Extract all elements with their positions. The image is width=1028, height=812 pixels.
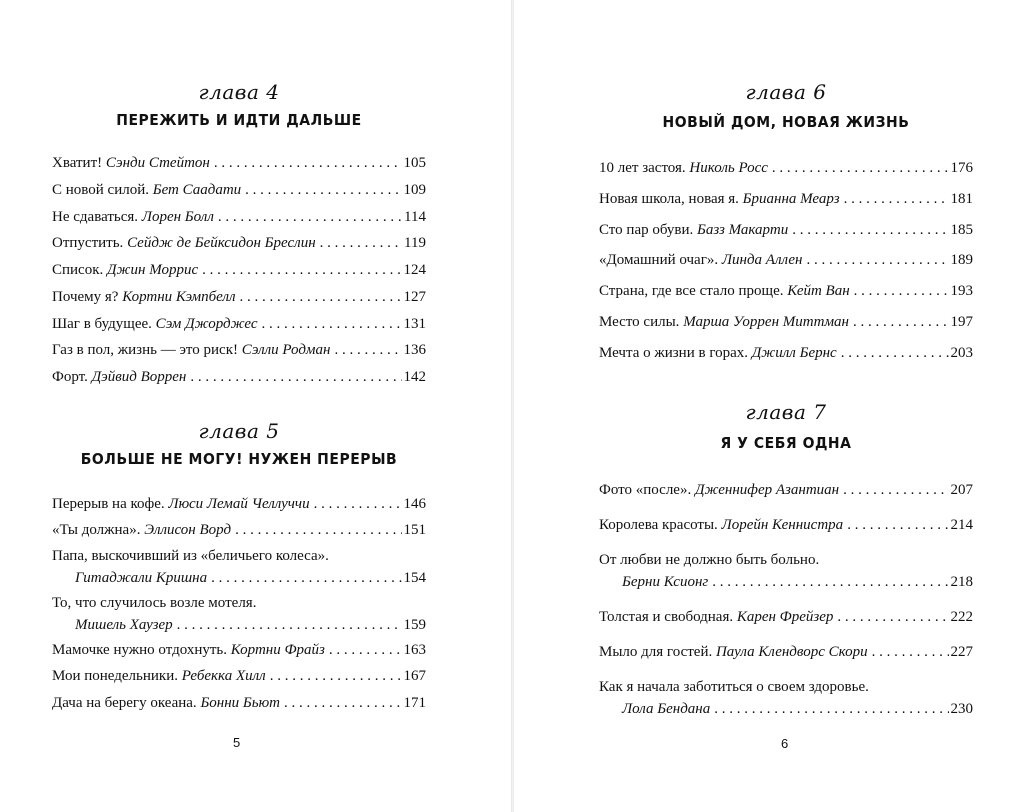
toc-entry[interactable] bbox=[52, 207, 426, 227]
toc-entry[interactable] bbox=[52, 693, 426, 713]
entry-author: Сейдж де Бейксидон Бреслин bbox=[127, 235, 316, 251]
entry-page-number: 189 bbox=[950, 252, 973, 268]
entry-page-number: 222 bbox=[950, 609, 973, 625]
leader-dots bbox=[714, 699, 948, 719]
chapter-label: глава 7 bbox=[745, 400, 827, 424]
entry-author: Марша Уоррен Миттман bbox=[683, 314, 849, 330]
entry-title: «Ты должна». bbox=[52, 522, 141, 538]
toc-entry[interactable] bbox=[52, 260, 426, 280]
entry-author: Дэйвид Воррен bbox=[91, 369, 187, 385]
toc-entry[interactable] bbox=[52, 233, 426, 253]
leader-dots bbox=[847, 515, 948, 535]
toc-entry[interactable] bbox=[599, 480, 973, 500]
chapter-title: ПЕРЕЖИТЬ И ИДТИ ДАЛЬШЕ bbox=[116, 111, 362, 129]
entry-author: Базз Макарти bbox=[697, 222, 789, 238]
leader-dots bbox=[214, 153, 402, 173]
leader-dots bbox=[218, 207, 402, 227]
entry-page-number: 230 bbox=[950, 701, 973, 717]
leader-dots bbox=[772, 158, 949, 178]
entry-page-number: 163 bbox=[403, 642, 426, 658]
entry-author: Гитаджали Кришна bbox=[75, 570, 208, 586]
leader-dots bbox=[853, 312, 949, 332]
entry-page-number: 142 bbox=[403, 369, 426, 385]
toc-entry[interactable] bbox=[52, 666, 426, 686]
entry-author: Сэлли Родман bbox=[241, 342, 331, 358]
entry-title: Мыло для гостей. bbox=[599, 644, 713, 660]
leader-dots bbox=[235, 520, 401, 540]
leader-dots bbox=[245, 180, 401, 200]
entry-page-number: 227 bbox=[950, 644, 973, 660]
entry-author: Дженнифер Азантиан bbox=[694, 482, 840, 498]
toc-list bbox=[52, 0, 426, 812]
entry-title: 10 лет застоя. bbox=[599, 160, 686, 176]
entry-page-number: 154 bbox=[403, 570, 426, 586]
entry-author: Сэм Джорджес bbox=[155, 316, 258, 332]
entry-page-number: 218 bbox=[950, 574, 973, 590]
entry-page-number: 214 bbox=[950, 517, 973, 533]
entry-title: Папа, выскочивший из «беличьего колеса». bbox=[52, 548, 329, 564]
entry-title: Мамочке нужно отдохнуть. bbox=[52, 642, 228, 658]
entry-author: Джин Моррис bbox=[107, 262, 199, 278]
entry-page-number: 171 bbox=[403, 695, 426, 711]
toc-entry[interactable] bbox=[52, 367, 426, 387]
entry-page-number: 207 bbox=[950, 482, 973, 498]
toc-entry[interactable] bbox=[599, 677, 973, 719]
entry-author: Бет Саадати bbox=[152, 182, 242, 198]
toc-entry[interactable] bbox=[599, 281, 973, 301]
entry-title: Форт. bbox=[52, 369, 88, 385]
entry-author: Кортни Кэмпбелл bbox=[122, 289, 236, 305]
toc-entry[interactable] bbox=[599, 250, 973, 270]
toc-entry[interactable] bbox=[52, 520, 426, 540]
leader-dots bbox=[262, 314, 402, 334]
entry-page-number: 136 bbox=[403, 342, 426, 358]
toc-entry[interactable] bbox=[52, 153, 426, 173]
toc-entry[interactable] bbox=[52, 287, 426, 307]
entry-page-number: 131 bbox=[403, 316, 426, 332]
leader-dots bbox=[807, 250, 949, 270]
entry-title: Фото «после». bbox=[599, 482, 692, 498]
leader-dots bbox=[270, 666, 402, 686]
entry-author: Ребекка Хилл bbox=[181, 668, 266, 684]
leader-dots bbox=[841, 343, 949, 363]
chapter-title: БОЛЬШЕ НЕ МОГУ! НУЖЕН ПЕРЕРЫВ bbox=[80, 450, 398, 468]
leader-dots bbox=[872, 642, 949, 662]
entry-title: С новой силой. bbox=[52, 182, 149, 198]
entry-page-number: 127 bbox=[403, 289, 426, 305]
entry-title: Не сдаваться. bbox=[52, 209, 139, 225]
entry-page-number: 109 bbox=[403, 182, 426, 198]
entry-title: Мои понедельники. bbox=[52, 668, 178, 684]
entry-title: То, что случилось возле мотеля. bbox=[52, 595, 257, 611]
chapter-label: глава 4 bbox=[198, 80, 280, 104]
entry-title: Дача на берегу океана. bbox=[52, 695, 197, 711]
entry-title: Толстая и свободная. bbox=[599, 609, 734, 625]
entry-title: Перерыв на кофе. bbox=[52, 496, 165, 512]
entry-title: Страна, где все стало проще. bbox=[599, 283, 784, 299]
leader-dots bbox=[211, 568, 401, 588]
toc-entry[interactable] bbox=[599, 343, 973, 363]
entry-title: Почему я? bbox=[52, 289, 119, 305]
entry-author: Лорейн Кеннистра bbox=[721, 517, 844, 533]
entry-author: Бонни Бьют bbox=[200, 695, 281, 711]
toc-entry[interactable] bbox=[599, 220, 973, 240]
toc-entry[interactable] bbox=[599, 189, 973, 209]
entry-author: Паула Клендворс Скори bbox=[715, 644, 868, 660]
page-number: 6 bbox=[781, 736, 789, 751]
leader-dots bbox=[329, 640, 402, 660]
entry-page-number: 185 bbox=[950, 222, 973, 238]
toc-entry[interactable] bbox=[599, 158, 973, 178]
entry-author: Сэнди Стейтон bbox=[105, 155, 210, 171]
entry-author: Линда Аллен bbox=[721, 252, 803, 268]
entry-title: Сто пар обуви. bbox=[599, 222, 694, 238]
toc-entry[interactable] bbox=[52, 314, 426, 334]
chapter-title: Я У СЕБЯ ОДНА bbox=[720, 434, 852, 452]
entry-page-number: 114 bbox=[404, 209, 426, 225]
chapter-title: НОВЫЙ ДОМ, НОВАЯ ЖИЗНЬ bbox=[662, 113, 910, 131]
entry-page-number: 119 bbox=[404, 235, 426, 251]
toc-entry[interactable] bbox=[599, 607, 973, 627]
entry-page-number: 151 bbox=[403, 522, 426, 538]
toc-entry[interactable] bbox=[599, 642, 973, 662]
leader-dots bbox=[843, 480, 948, 500]
left-page bbox=[0, 0, 512, 812]
entry-author: Брианна Меарз bbox=[742, 191, 840, 207]
leader-dots bbox=[320, 233, 402, 253]
entry-page-number: 181 bbox=[950, 191, 973, 207]
toc-entry[interactable] bbox=[52, 494, 426, 514]
toc-entry[interactable] bbox=[52, 546, 426, 588]
entry-author: Карен Фрейзер bbox=[736, 609, 834, 625]
leader-dots bbox=[202, 260, 401, 280]
right-page bbox=[514, 0, 1028, 812]
toc-entry[interactable] bbox=[599, 515, 973, 535]
entry-title: От любви не должно быть больно. bbox=[599, 552, 820, 568]
leader-dots bbox=[712, 572, 948, 592]
chapter-label: глава 6 bbox=[745, 80, 827, 104]
entry-title: Королева красоты. bbox=[599, 517, 718, 533]
entry-author: Лола Бендана bbox=[622, 701, 711, 717]
entry-title: Хватит! bbox=[52, 155, 103, 171]
entry-page-number: 197 bbox=[950, 314, 973, 330]
entry-author: Кейт Ван bbox=[787, 283, 850, 299]
leader-dots bbox=[190, 367, 401, 387]
toc-entry[interactable] bbox=[599, 312, 973, 332]
entry-page-number: 159 bbox=[403, 617, 426, 633]
leader-dots bbox=[284, 693, 401, 713]
toc-entry[interactable] bbox=[599, 550, 973, 592]
entry-author: Николь Росс bbox=[689, 160, 768, 176]
toc-entry[interactable] bbox=[52, 340, 426, 360]
leader-dots bbox=[334, 340, 401, 360]
leader-dots bbox=[854, 281, 949, 301]
toc-entry[interactable] bbox=[52, 180, 426, 200]
entry-author: Берни Ксионг bbox=[622, 574, 709, 590]
entry-author: Лорен Болл bbox=[141, 209, 214, 225]
chapter-label: глава 5 bbox=[198, 419, 280, 443]
entry-page-number: 105 bbox=[403, 155, 426, 171]
leader-dots bbox=[240, 287, 402, 307]
entry-title: Отпустить. bbox=[52, 235, 124, 251]
entry-page-number: 124 bbox=[403, 262, 426, 278]
toc-entry[interactable] bbox=[52, 640, 426, 660]
entry-author: Люси Лемай Челлуччи bbox=[168, 496, 310, 512]
entry-page-number: 203 bbox=[950, 345, 973, 361]
entry-title: Мечта о жизни в горах. bbox=[599, 345, 749, 361]
leader-dots bbox=[177, 615, 402, 635]
leader-dots bbox=[844, 189, 949, 209]
entry-author: Джилл Бернс bbox=[751, 345, 837, 361]
entry-page-number: 146 bbox=[403, 496, 426, 512]
entry-author: Кортни Фрайз bbox=[230, 642, 325, 658]
entry-author: Эллисон Ворд bbox=[144, 522, 232, 538]
entry-title: Новая школа, новая я. bbox=[599, 191, 739, 207]
leader-dots bbox=[792, 220, 948, 240]
entry-author: Мишель Хаузер bbox=[75, 617, 173, 633]
entry-title: Список. bbox=[52, 262, 104, 278]
page-number: 5 bbox=[233, 735, 241, 750]
entry-page-number: 167 bbox=[403, 668, 426, 684]
entry-page-number: 176 bbox=[950, 160, 973, 176]
entry-title: Газ в пол, жизнь — это риск! bbox=[52, 342, 238, 358]
entry-title: Шаг в будущее. bbox=[52, 316, 152, 332]
leader-dots bbox=[837, 607, 948, 627]
entry-page-number: 193 bbox=[950, 283, 973, 299]
entry-title: «Домашний очаг». bbox=[599, 252, 719, 268]
toc-entry[interactable] bbox=[52, 593, 426, 635]
entry-title: Место силы. bbox=[599, 314, 680, 330]
entry-title: Как я начала заботиться о своем здоровье. bbox=[599, 679, 869, 695]
leader-dots bbox=[314, 494, 402, 514]
